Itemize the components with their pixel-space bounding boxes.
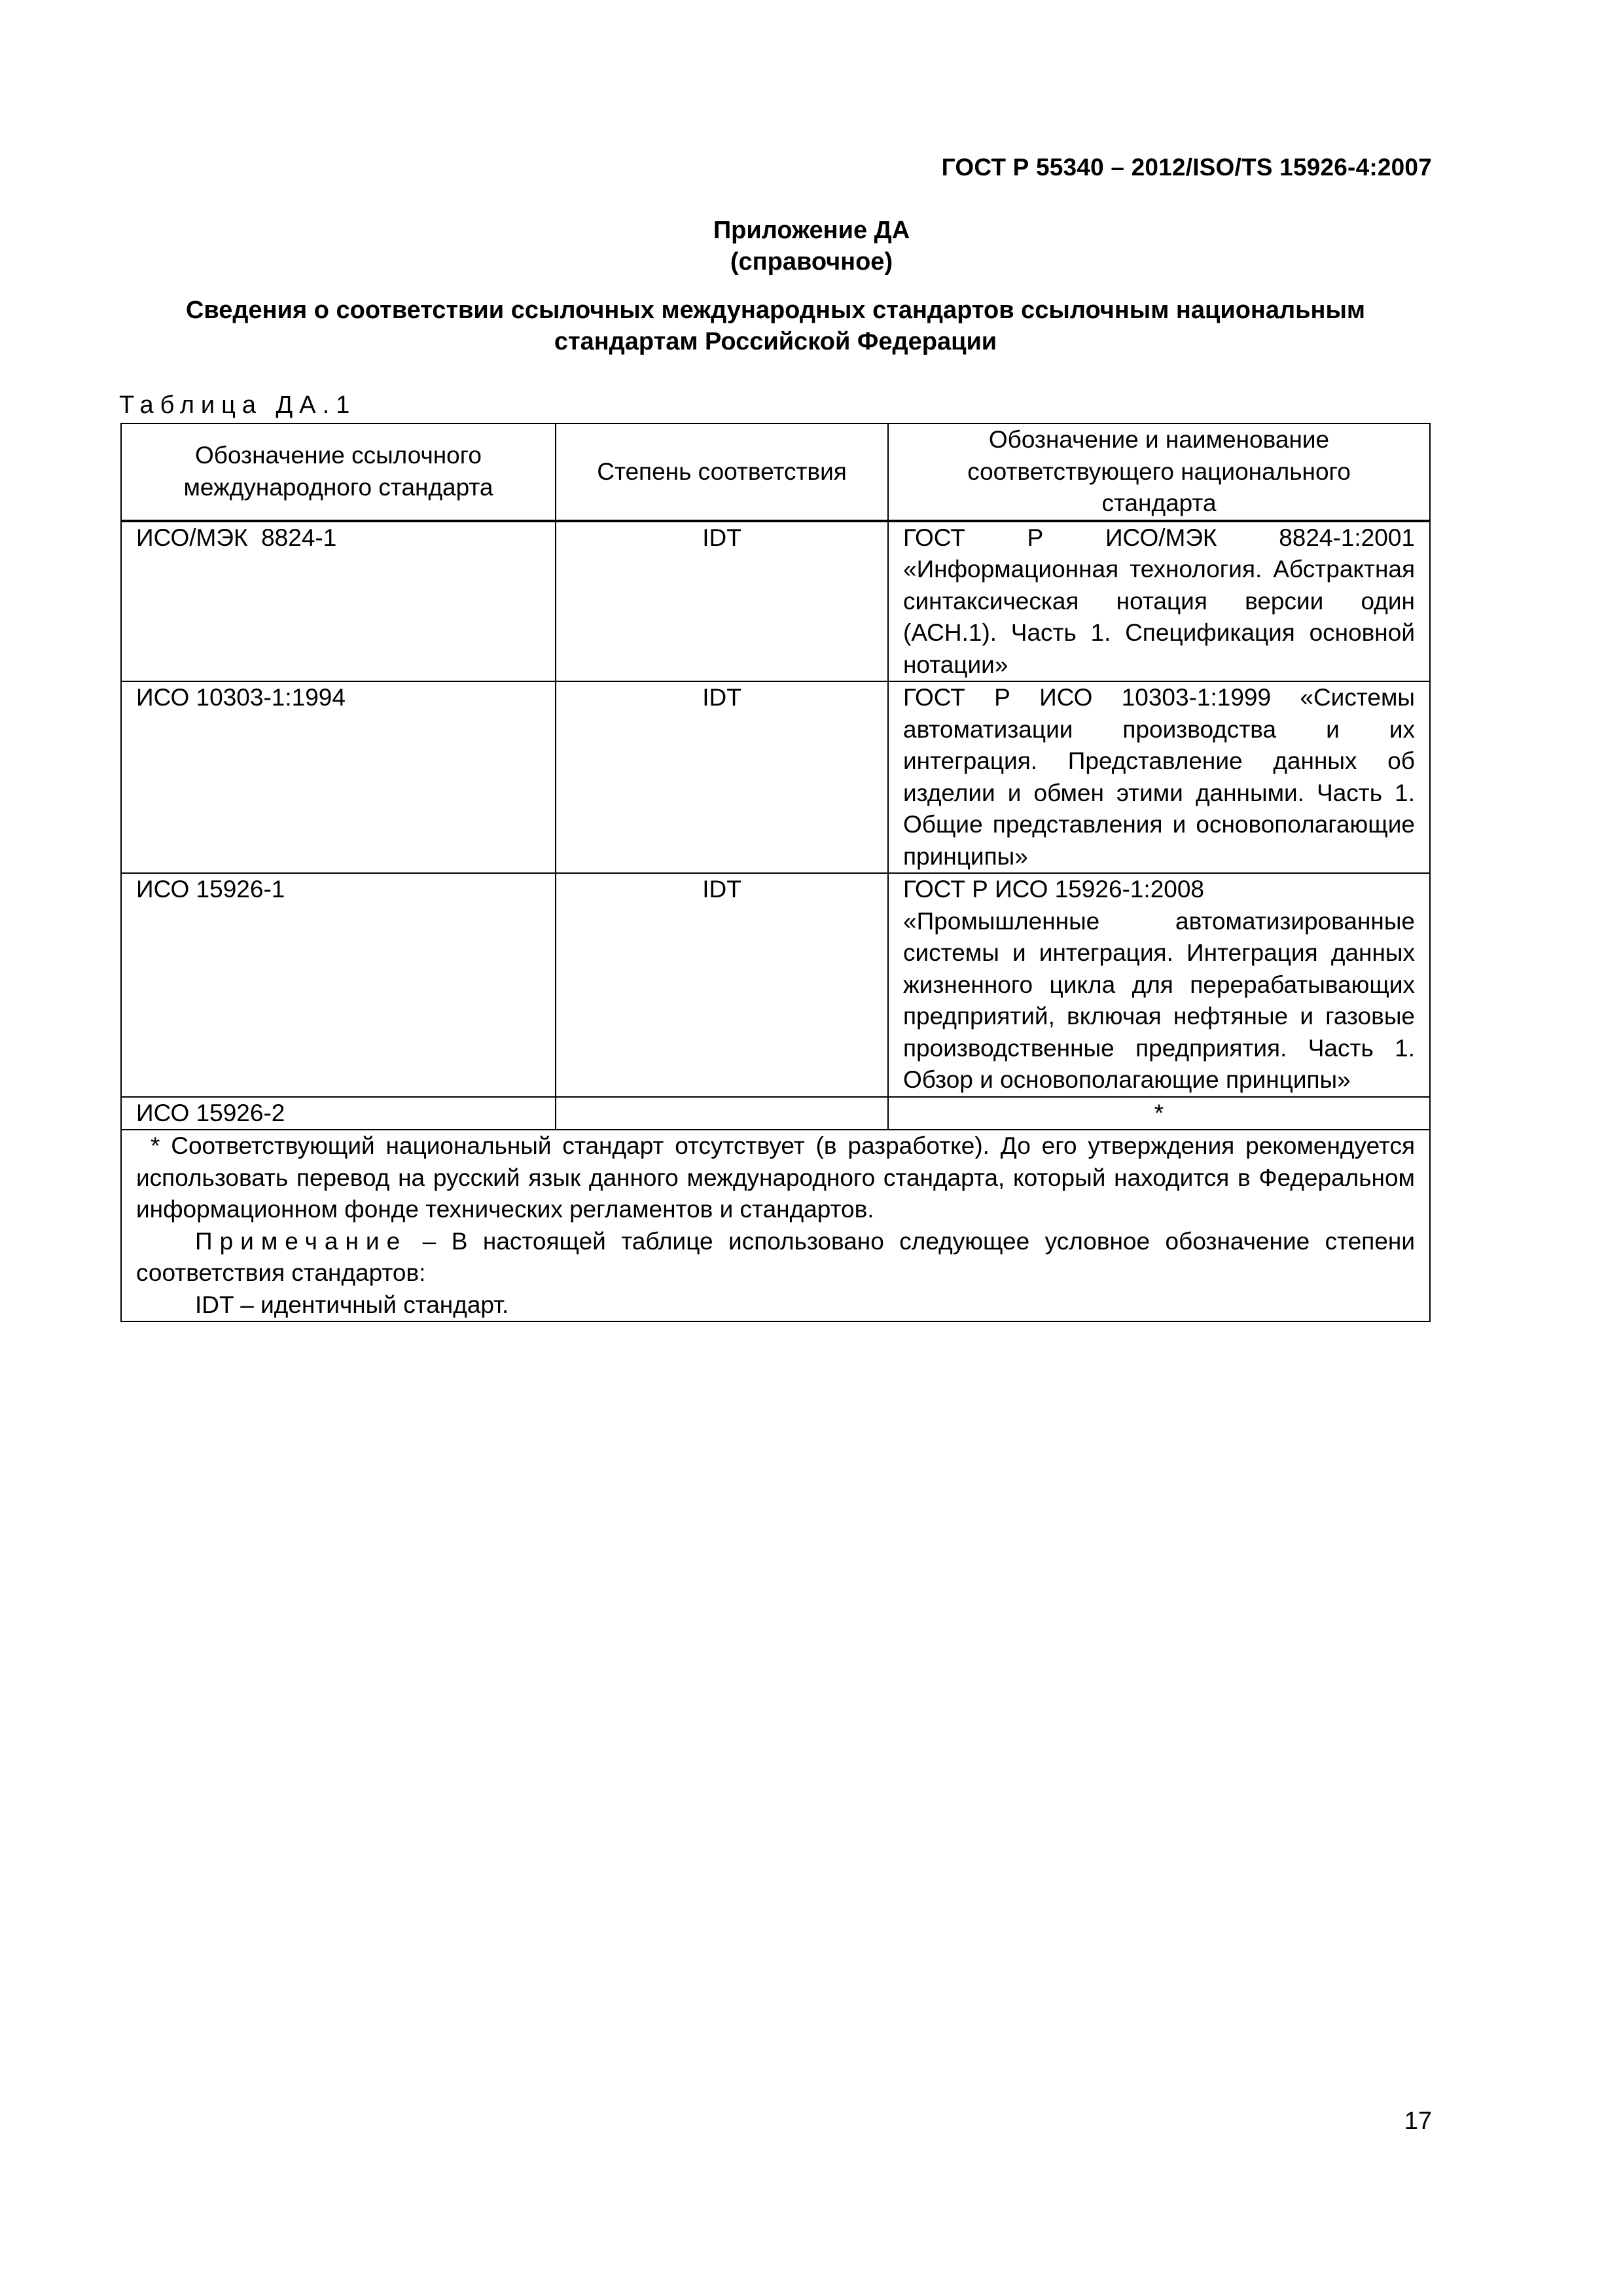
section-title-line2: стандартам Российской Федерации — [554, 328, 997, 355]
cell-national-designation: ГОСТ Р ИСО 15926-1:2008 — [903, 876, 1205, 903]
cell-international: ИСО 15926-2 — [121, 1097, 556, 1130]
note-text: – В настоящей таблице использовано следующее условное обозначение степени соответствия стандартов: — [136, 1227, 1415, 1286]
section-title-line1: Сведения о соответствии ссылочных международных стандартов ссылочным национальным — [185, 296, 1366, 324]
column-header-national: Обозначение и наименование соответствующего национального стандарта — [888, 423, 1430, 521]
standards-correspondence-table — [120, 423, 1431, 1322]
section-title — [121, 295, 1430, 357]
table-row — [121, 1097, 1430, 1130]
appendix-heading — [0, 215, 1623, 278]
cell-degree: IDT — [556, 681, 888, 873]
idt-definition: IDT – идентичный стандарт. — [195, 1291, 509, 1318]
appendix-subtitle: (справочное) — [730, 248, 893, 276]
table-header-row — [121, 423, 1430, 521]
table-row — [121, 873, 1430, 1097]
column-header-degree: Степень соответствия — [556, 423, 888, 521]
table-footnote — [121, 1130, 1430, 1321]
page-number: 17 — [1404, 2108, 1432, 2135]
appendix-title: Приложение ДА — [713, 217, 910, 244]
cell-national — [888, 873, 1430, 1097]
cell-international: ИСО/МЭК 8824-1 — [121, 521, 556, 682]
cell-national-title: «Промышленные автоматизированные системы и интеграция. Интеграция данных жизненного цикла для перерабатывающих предприятий, включая нефтяные и газовые производственные предприятия. Часть 1. Обзор и основополагающие принципы» — [903, 907, 1415, 1093]
cell-national: * — [888, 1097, 1430, 1130]
table-footnote-row — [121, 1130, 1430, 1321]
note-label: Примечание — [195, 1227, 408, 1255]
document-code-header: ГОСТ Р 55340 – 2012/ISO/TS 15926-4:2007 — [941, 154, 1432, 181]
table-row — [121, 681, 1430, 873]
footnote-text: * Соответствующий национальный стандарт отсутствует (в разработке). До его утверждения рекомендуется использовать перевод на русский язык данного международного стандарта, который находится в Федеральном информационном фонде технических регламентов и стандартов. — [136, 1132, 1415, 1223]
table-caption: Таблица ДА.1 — [119, 391, 357, 419]
note-paragraph — [136, 1226, 1415, 1289]
table-row — [121, 521, 1430, 682]
column-header-international: Обозначение ссылочного международного стандарта — [121, 423, 556, 521]
cell-degree: IDT — [556, 521, 888, 682]
cell-international: ИСО 15926-1 — [121, 873, 556, 1097]
cell-international: ИСО 10303-1:1994 — [121, 681, 556, 873]
cell-national: ГОСТ Р ИСО 10303-1:1999 «Системы автоматизации производства и их интеграция. Представление данных об изделии и обмен этими данными. Часть 1. Общие представления и основополагающие принципы» — [888, 681, 1430, 873]
cell-degree — [556, 1097, 888, 1130]
cell-degree: IDT — [556, 873, 888, 1097]
cell-national: ГОСТ Р ИСО/МЭК 8824-1:2001 «Информационная технология. Абстрактная синтаксическая нотация версии один (АСН.1). Часть 1. Спецификация основной нотации» — [888, 521, 1430, 682]
